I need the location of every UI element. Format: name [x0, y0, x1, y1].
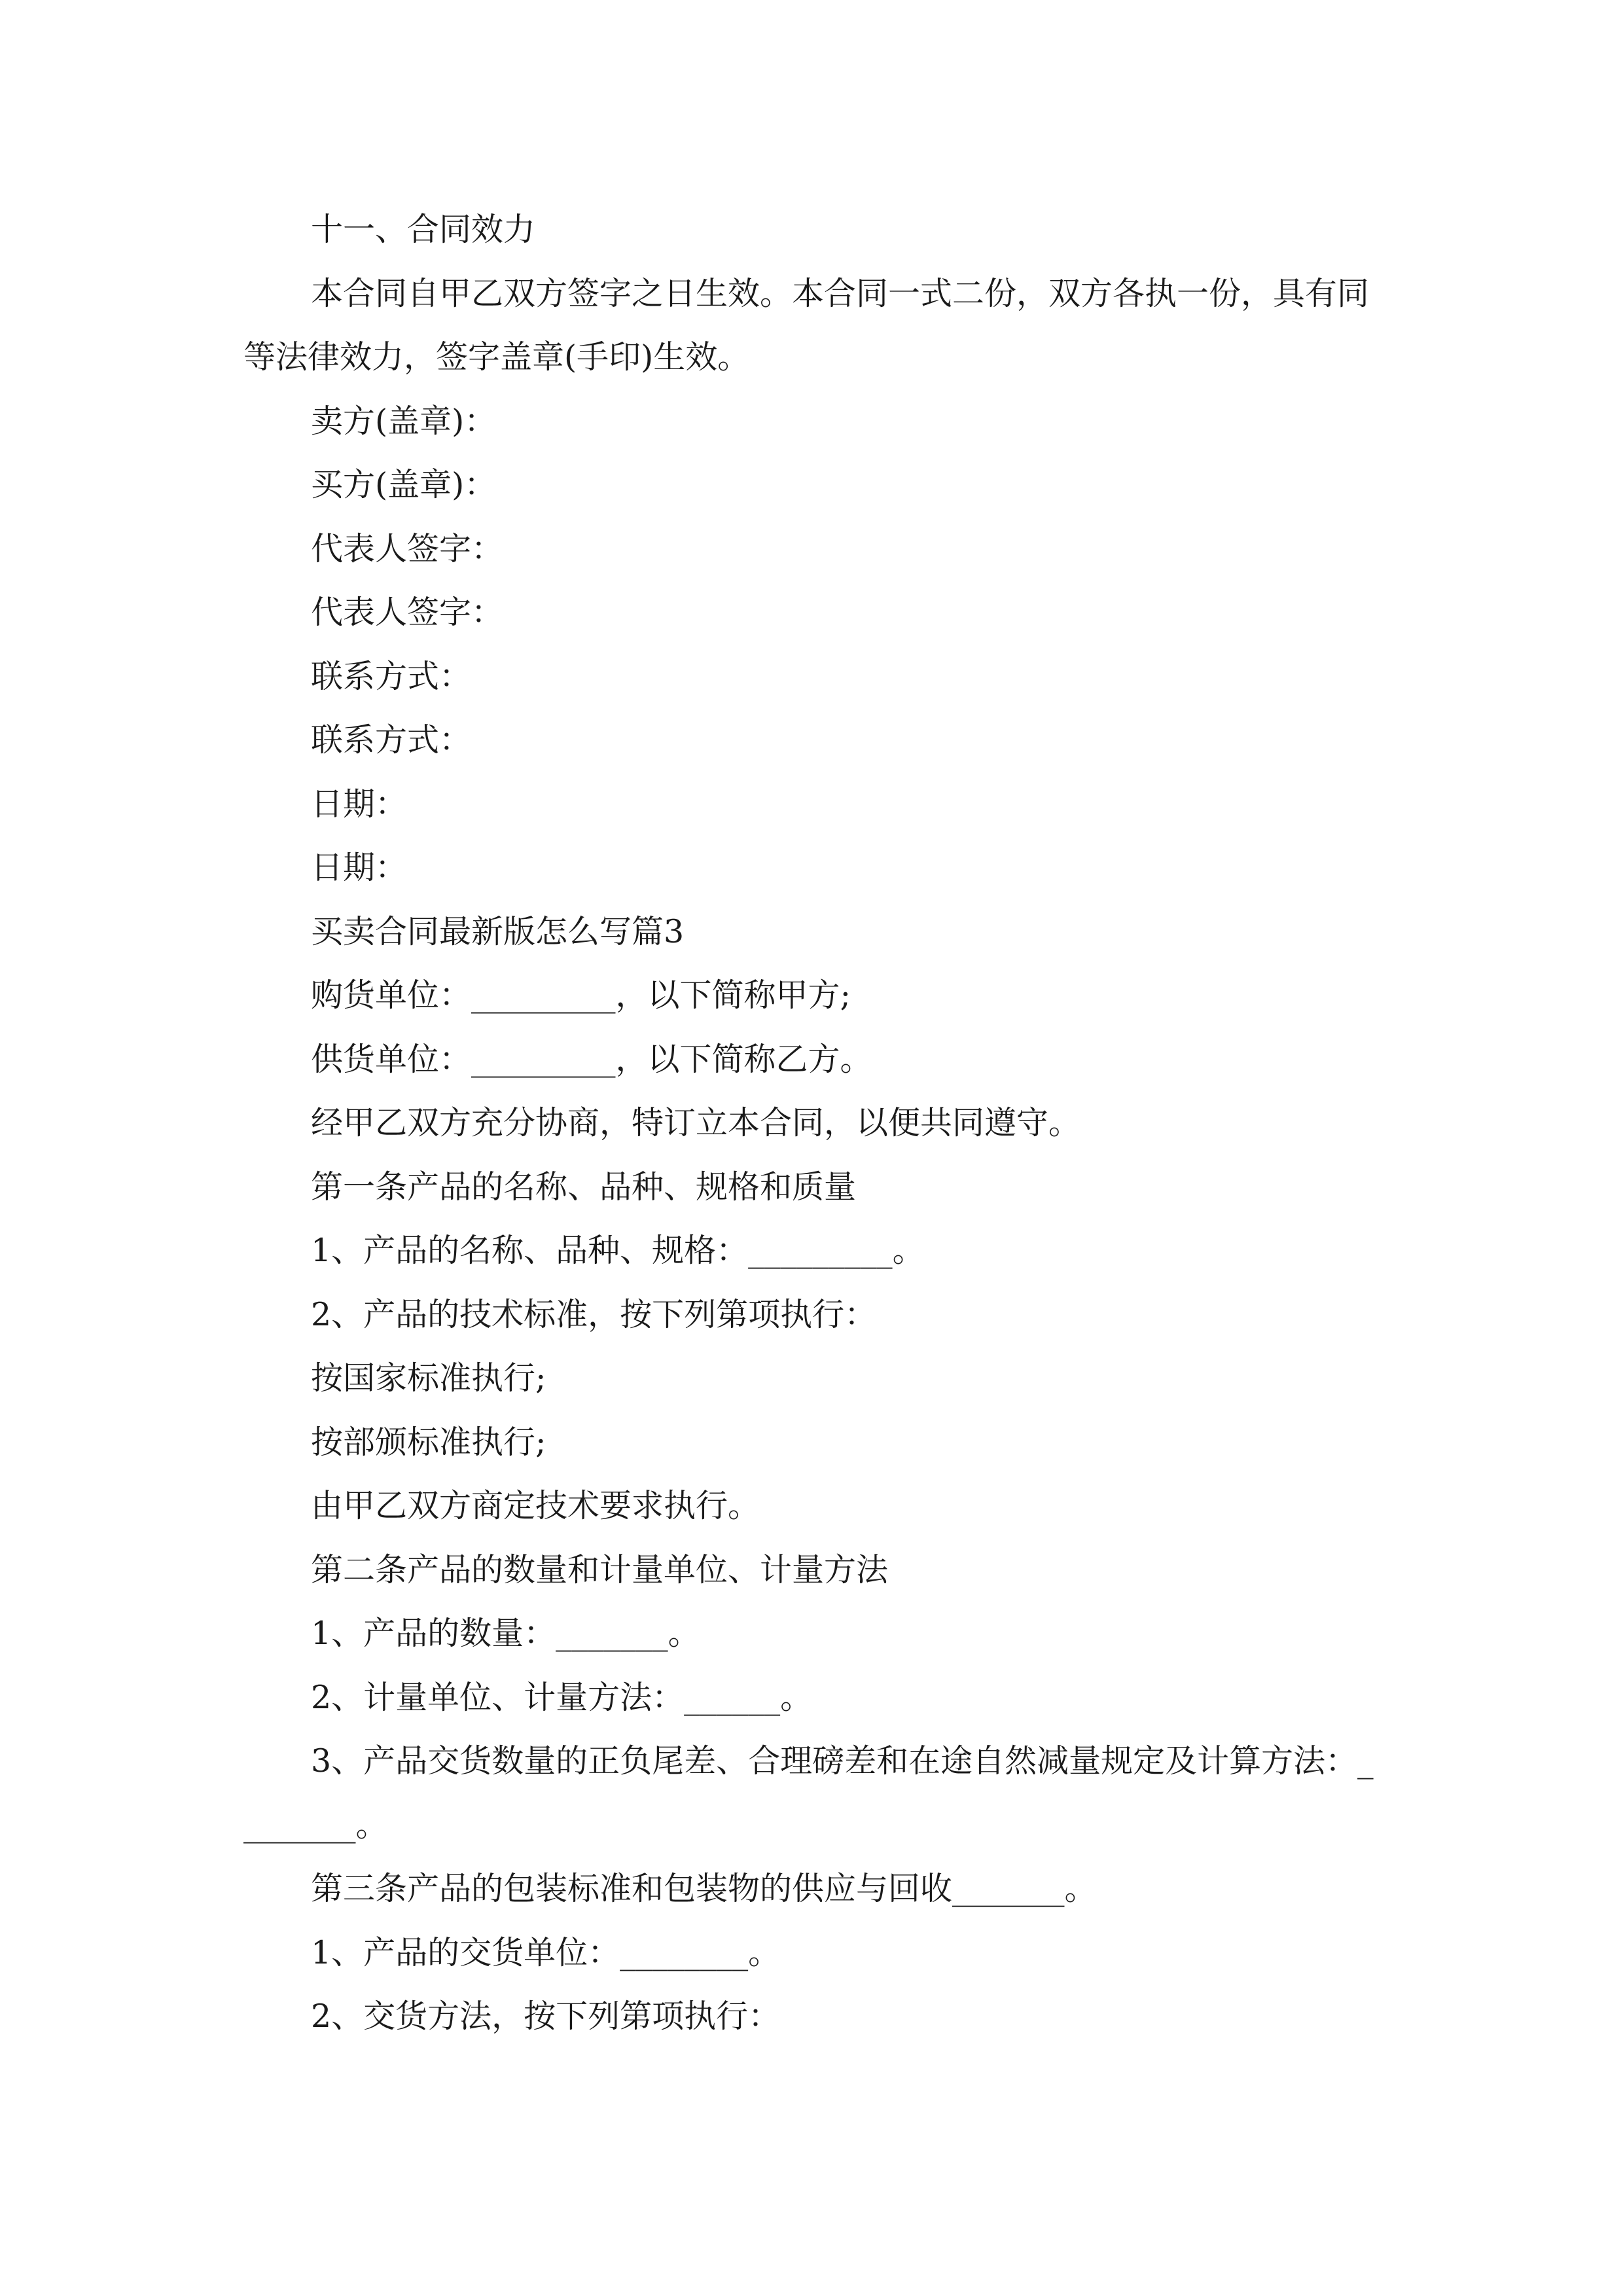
article-heading: 第三条产品的包装标准和包装物的供应与回收_______。 [311, 1870, 1097, 1907]
clause-option: 由甲乙双方商定技术要求执行。 [311, 1487, 760, 1524]
clause-item: 1、产品的名称、品种、规格：_________。 [311, 1232, 925, 1269]
contact-field: 联系方式： [311, 657, 472, 695]
article-heading: 第二条产品的数量和计量单位、计量方法 [311, 1551, 889, 1588]
clause-item: 1、产品的数量：_______。 [311, 1615, 700, 1652]
clause-option: 按部颁标准执行; [311, 1423, 546, 1461]
body-paragraph: 本合同自甲乙双方签字之日生效。本合同一式二份，双方各执一份，具有同等法律效力，签字盖章(手印)生效。 [243, 274, 1370, 376]
contact-field: 联系方式： [311, 721, 472, 759]
document-body [243, 198, 1380, 2049]
clause-item: 1、产品的交货单位：________。 [311, 1933, 781, 1971]
clause-item: 2、交货方法，按下列第项执行： [311, 1998, 781, 2035]
body-paragraph: 经甲乙双方充分协商，特订立本合同，以便共同遵守。 [311, 1104, 1081, 1141]
document-title: 买卖合同最新版怎么写篇3 [311, 912, 685, 950]
representative-signature-field: 代表人签字： [311, 594, 504, 631]
date-field: 日期： [311, 849, 408, 886]
section-heading: 十一、合同效力 [311, 211, 536, 248]
seller-seal-field: 卖方(盖章)： [311, 402, 497, 440]
article-heading: 第一条产品的名称、品种、规格和质量 [311, 1168, 857, 1206]
date-field: 日期： [311, 785, 408, 823]
clause-item: 3、产品交货数量的正负尾差、合理磅差和在途自然减量规定及计算方法：________。 [243, 1742, 1374, 1844]
buyer-seal-field: 买方(盖章)： [311, 466, 497, 503]
clause-item: 2、产品的技术标准，按下列第项执行： [311, 1295, 877, 1333]
clause-option: 按国家标准执行; [311, 1359, 546, 1397]
clause-item: 2、计量单位、计量方法：______。 [311, 1678, 813, 1716]
supplier-unit-field: 供货单位：_________，以下简称乙方。 [311, 1040, 872, 1078]
representative-signature-field: 代表人签字： [311, 529, 504, 567]
buyer-unit-field: 购货单位：_________，以下简称甲方; [311, 977, 851, 1014]
